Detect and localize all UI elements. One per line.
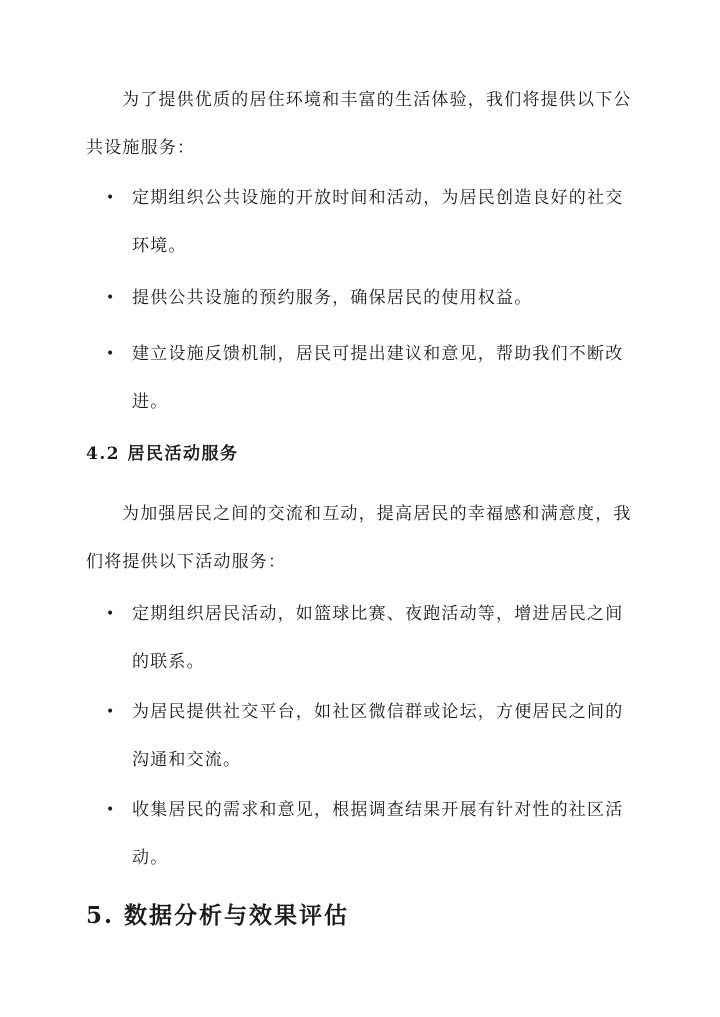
list-item-text: 建立设施反馈机制，居民可提出建议和意见，帮助我们不断改进。: [132, 344, 624, 412]
list-item: [106, 274, 626, 322]
list-item: [106, 590, 626, 686]
intro-paragraph-text: 为了提供优质的居住环境和丰富的生活体验，我们将提供以下公共设施服务：: [86, 90, 632, 158]
bullet-icon: •: [106, 290, 116, 306]
list-item-text: 定期组织居民活动，如篮球比赛、夜跑活动等，增进居民之间的联系。: [132, 604, 624, 672]
activity-paragraph-text: 为加强居民之间的交流和互动，提高居民的幸福感和满意度，我们将提供以下活动服务：: [86, 504, 632, 572]
section-heading-4-2: 4.2 居民活动服务: [86, 444, 239, 464]
list-item-text: 定期组织公共设施的开放时间和活动，为居民创造良好的社交环境。: [132, 188, 624, 256]
list-item-text: 收集居民的需求和意见，根据调查结果开展有针对性的社区活动。: [132, 800, 624, 868]
list-item: [106, 786, 626, 882]
bullet-icon: •: [106, 190, 116, 206]
list-item: [106, 174, 626, 270]
section-heading-5: 5. 数据分析与效果评估: [86, 902, 350, 929]
bullet-icon: •: [106, 802, 116, 818]
list-item: [106, 688, 626, 784]
bullet-icon: •: [106, 606, 116, 622]
bullet-icon: •: [106, 704, 116, 720]
activity-paragraph: [86, 490, 634, 586]
list-item: [106, 330, 626, 426]
list-item-text: 为居民提供社交平台，如社区微信群或论坛，方便居民之间的沟通和交流。: [132, 702, 624, 770]
bullet-icon: •: [106, 346, 116, 362]
intro-paragraph: [86, 76, 634, 172]
list-item-text: 提供公共设施的预约服务，确保居民的使用权益。: [132, 288, 533, 308]
